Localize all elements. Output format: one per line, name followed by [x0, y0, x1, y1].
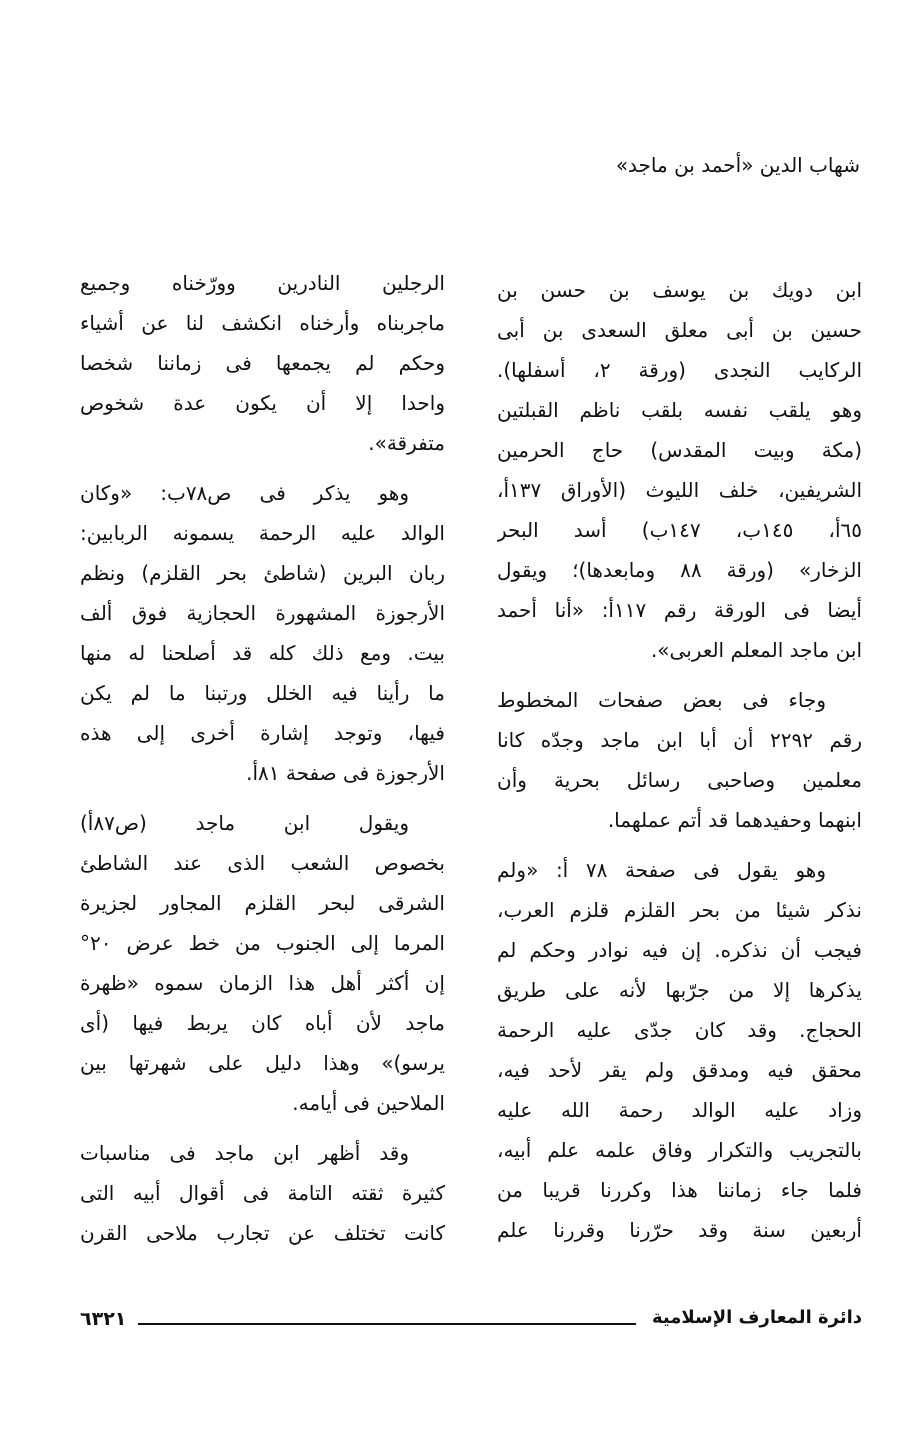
text-line: وزاد عليه الوالد رحمة الله عليه	[497, 1098, 862, 1122]
text-line: وقد أظهر ابن ماجد فى مناسبات	[80, 1141, 409, 1165]
text-line: وهو يقول فى صفحة ٧٨ أ: «ولم	[497, 858, 826, 882]
text-line: وجاء فى بعض صفحات المخطوط	[497, 688, 826, 712]
text-line: الأرجوزة المشهورة الحجازية فوق ألف	[80, 601, 445, 625]
paragraph	[497, 850, 862, 1250]
text-line: بيت. ومع ذلك كله قد أصلحنا له منها	[80, 641, 445, 665]
text-line: (مكة وبيت المقدس) حاج الحرمين	[497, 438, 862, 462]
text-line: الوالد عليه الرحمة يسمونه الربابين:	[80, 521, 445, 545]
text-line: ما رأينا فيه الخلل ورتبنا ما لم يكن	[80, 681, 445, 705]
text-line: بالتجريب والتكرار وفاق علمه علم أبيه،	[497, 1138, 862, 1162]
paragraph	[80, 263, 445, 463]
paragraph	[80, 803, 445, 1123]
paragraph	[497, 270, 862, 670]
text-line: كثيرة ثقته التامة فى أقوال أبيه التى	[80, 1181, 445, 1205]
text-line: الزخار» (ورقة ٨٨ ومابعدها)؛ ويقول	[497, 558, 862, 582]
text-line: ابن ماجد المعلم العربى».	[650, 638, 862, 662]
paragraph	[80, 473, 445, 793]
text-line: الحجاج. وقد كان جدّى عليه الرحمة	[497, 1018, 862, 1042]
footer-publication-title: دائرة المعارف الإسلامية	[651, 1307, 862, 1328]
text-line: فيجب أن نذكره. إن فيه نوادر وحكم لم	[497, 938, 862, 962]
text-line: الملاحين فى أيامه.	[292, 1091, 445, 1115]
text-line: الشرقى لبحر القلزم المجاور لجزيرة	[80, 891, 445, 915]
text-column-1	[497, 270, 862, 1250]
text-line: ماجد لأن أباه كان يربط فيها (أى	[80, 1011, 445, 1035]
text-line: حسين بن أبى معلق السعدى بن أبى	[497, 318, 862, 342]
footer-rule	[138, 1323, 636, 1325]
text-line: بخصوص الشعب الذى عند الشاطئ	[80, 851, 445, 875]
text-line: متفرقة».	[368, 431, 445, 455]
text-line: فلما جاء زماننا هذا وكررنا قريبا من	[497, 1178, 862, 1202]
text-line: إن أكثر أهل هذا الزمان سموه «ظهرة	[80, 971, 445, 995]
text-line: الركايب النجدى (ورقة ٢، أسفلها).	[497, 358, 862, 382]
text-line: أيضا فى الورقة رقم ١١٧أ: «أنا أحمد	[497, 598, 862, 622]
text-line: ماجربناه وأرخناه انكشف لنا عن أشياء	[80, 311, 445, 335]
text-line: ابنهما وحفيدهما قد أتم عملهما.	[607, 808, 862, 832]
text-line: معلمين وصاحبى رسائل بحرية وأن	[497, 768, 862, 792]
text-line: ابن دويك بن يوسف بن حسن بن	[497, 278, 862, 302]
text-line: فيها، وتوجد إشارة أخرى إلى هذه	[80, 721, 445, 745]
text-line: الرجلين النادرين وورّخناه وجميع	[80, 271, 445, 295]
paragraph	[497, 680, 862, 840]
text-line: وحكم لم يجمعها فى زماننا شخصا	[80, 351, 445, 375]
text-line: نذكر شيئا من بحر القلزم قلزم العرب،	[497, 898, 862, 922]
page-number: ٦٣٢١	[80, 1308, 127, 1330]
text-line: الشريفين، خلف الليوث (الأوراق ١٣٧أ،	[497, 478, 862, 502]
text-column-2	[80, 263, 445, 1253]
text-line: رقم ٢٢٩٢ أن أبا ابن ماجد وجدّه كانا	[497, 728, 862, 752]
text-line: المرما إلى الجنوب من خط عرض ٢٠°	[80, 931, 445, 955]
text-line: محقق فيه ومدقق ولم يقر لأحد فيه،	[497, 1058, 862, 1082]
text-line: وهو يلقب نفسه بلقب ناظم القبلتين	[497, 398, 862, 422]
text-line: وهو يذكر فى ص٧٨ب: «وكان	[80, 481, 409, 505]
text-line: ربان البرين (شاطئ بحر القلزم) ونظم	[80, 561, 445, 585]
text-line: الأرجوزة فى صفحة ٨١أ.	[246, 761, 445, 785]
running-title: شهاب الدين «أحمد بن ماجد»	[615, 153, 860, 177]
text-line: ويقول ابن ماجد (ص٨٧أ)	[80, 811, 409, 835]
paragraph	[80, 1133, 445, 1253]
text-line: يرسو)» وهذا دليل على شهرتها بين	[80, 1051, 445, 1075]
text-line: يذكرها إلا من جرّبها لأنه على طريق	[497, 978, 862, 1002]
text-line: كانت تختلف عن تجارب ملاحى القرن	[80, 1221, 445, 1245]
text-line: أربعين سنة وقد حرّرنا وقررنا علم	[497, 1218, 862, 1242]
text-line: ٦٥أ، ١٤٥ب، ١٤٧ب) أسد البحر	[497, 518, 862, 542]
text-line: واحدا إلا أن يكون عدة شخوص	[80, 391, 445, 415]
